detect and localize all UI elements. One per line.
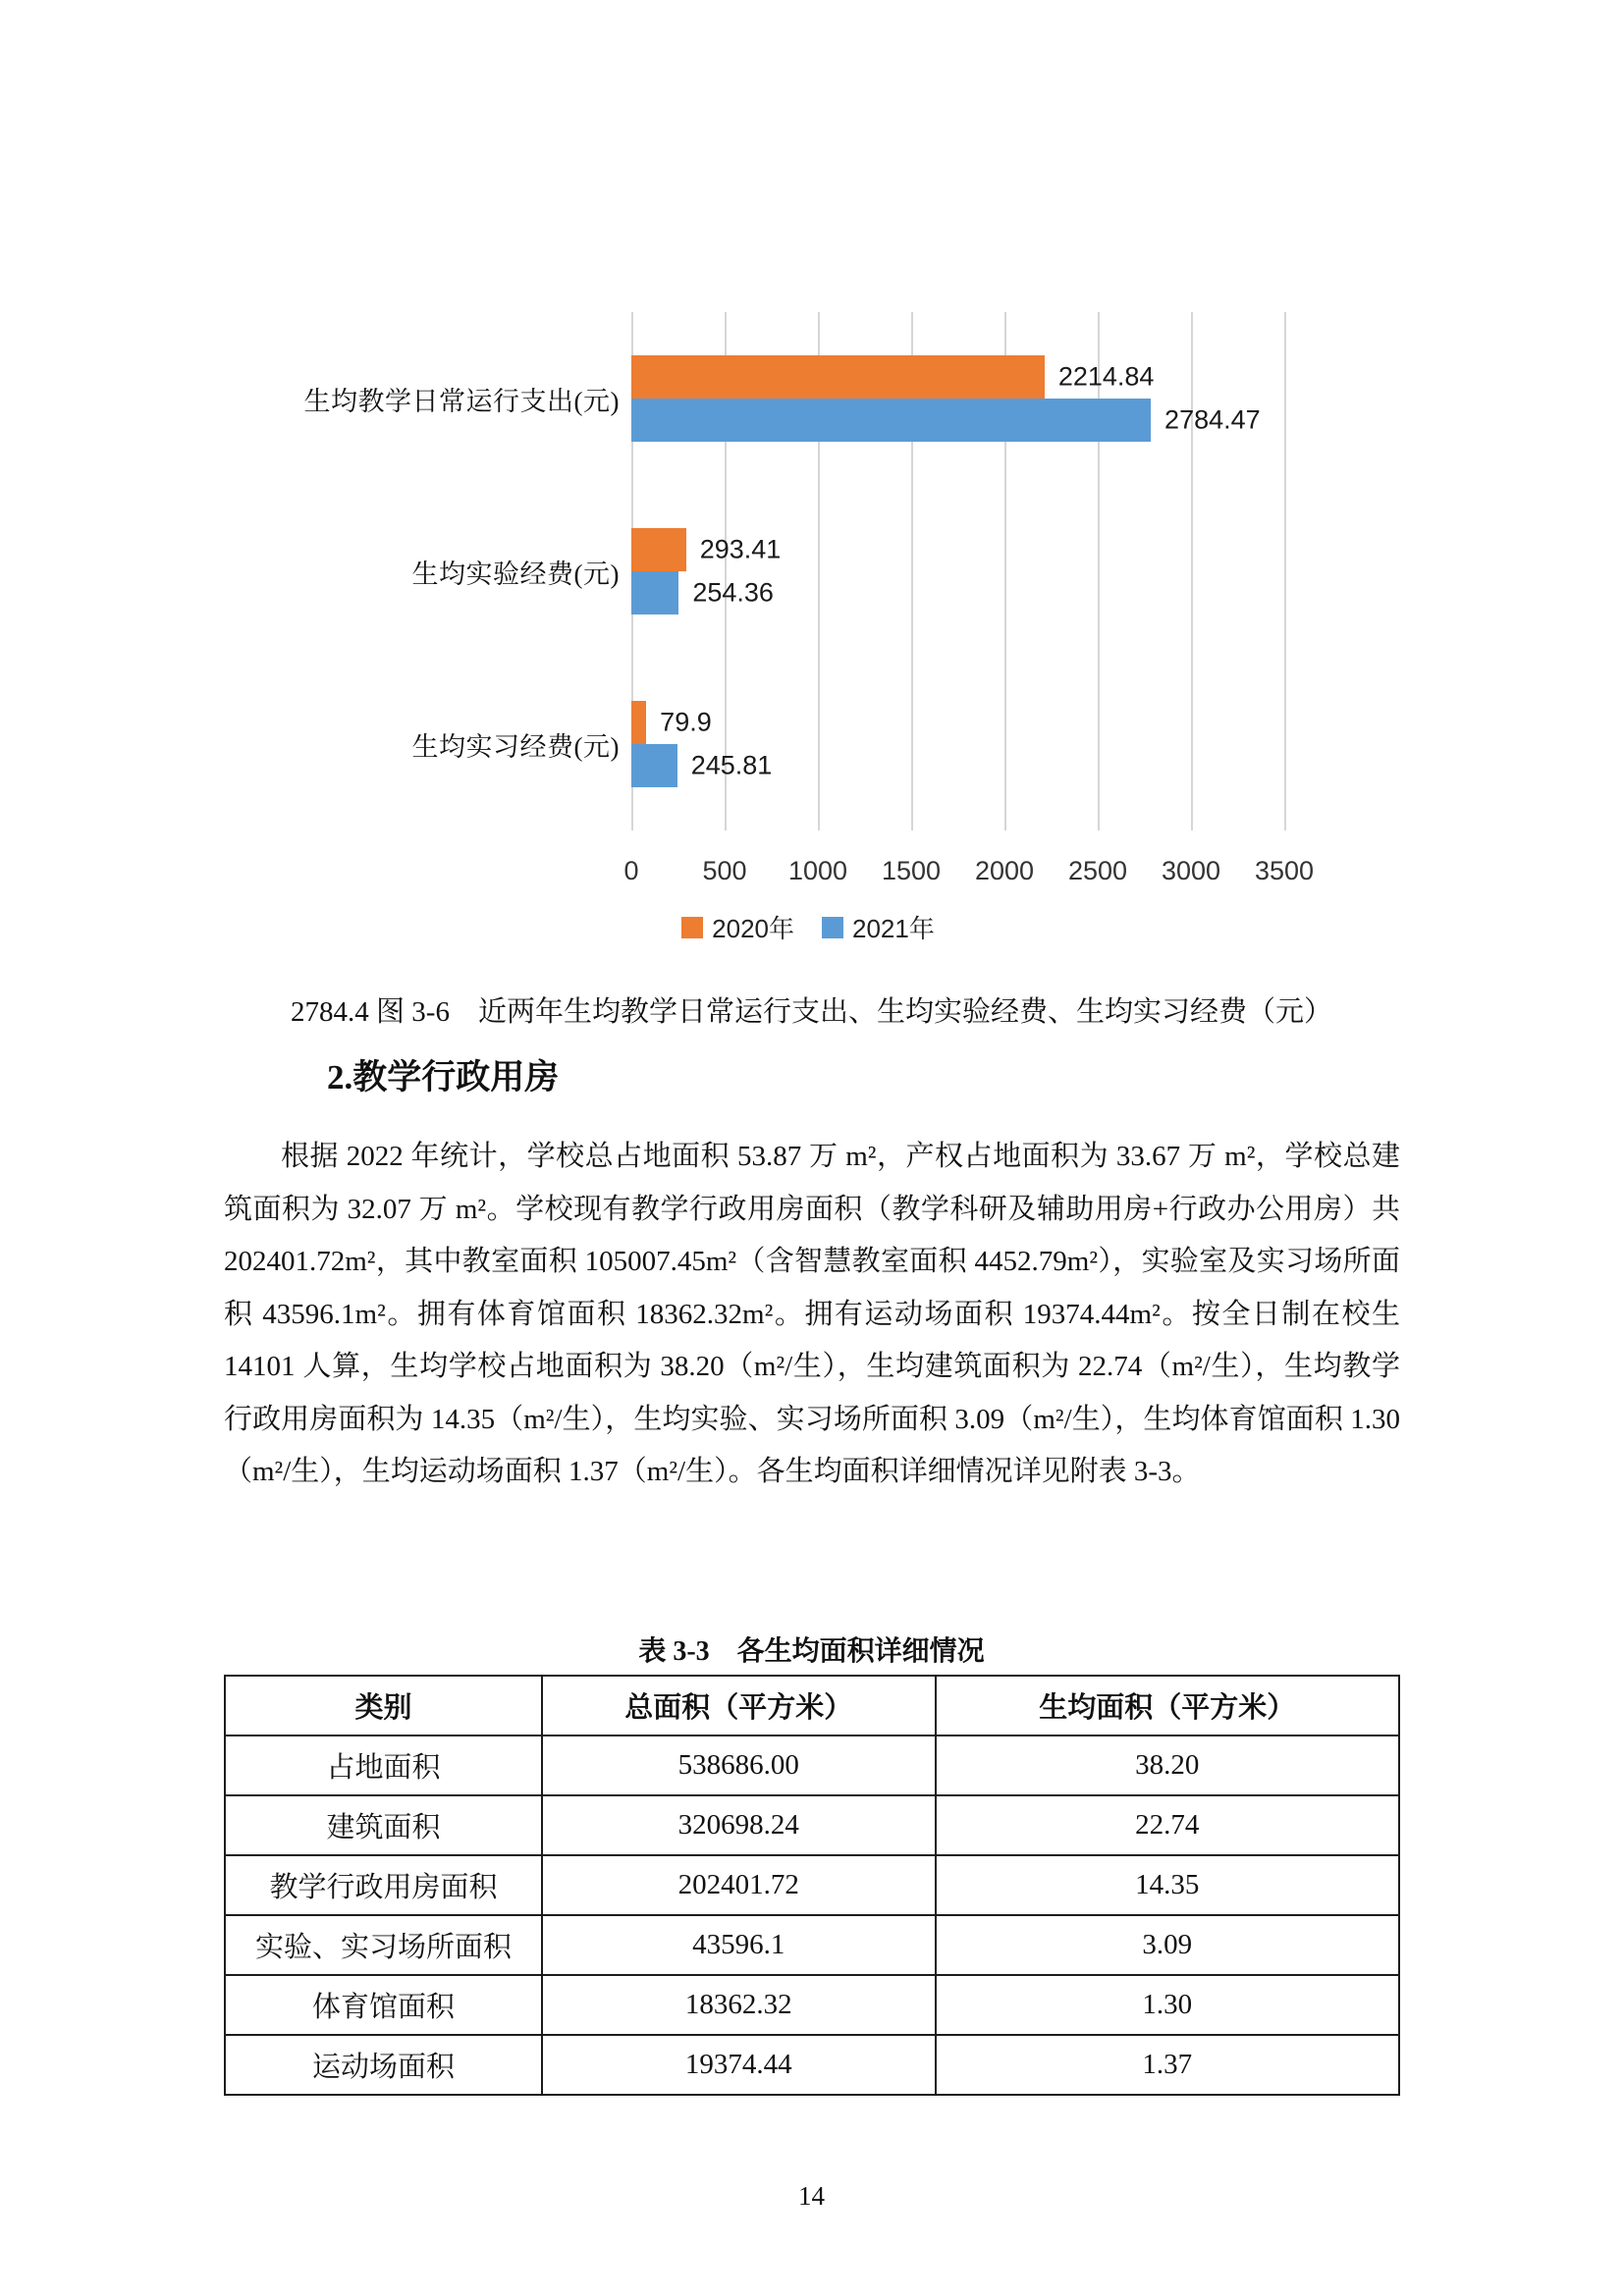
table-cell: 占地面积 — [225, 1735, 542, 1795]
table-row — [225, 1735, 1399, 1795]
x-tick-label: 2500 — [1067, 856, 1128, 885]
category-bars — [631, 355, 1284, 442]
page-number: 14 — [798, 2181, 825, 2211]
table-cell: 教学行政用房面积 — [225, 1855, 542, 1915]
chart-plot-area — [224, 312, 1392, 830]
legend-item — [822, 909, 935, 945]
table-cell: 43596.1 — [542, 1915, 936, 1975]
table-row — [225, 1795, 1399, 1855]
bar-track — [631, 528, 1284, 571]
table-cell: 实验、实习场所面积 — [225, 1915, 542, 1975]
area-table — [224, 1675, 1400, 2096]
table-cell: 202401.72 — [542, 1855, 936, 1915]
table-cell: 18362.32 — [542, 1975, 936, 2035]
chart-bar-2021年 — [631, 571, 678, 614]
table-cell: 3.09 — [936, 1915, 1399, 1975]
legend-item — [681, 909, 794, 945]
x-tick-label: 2000 — [974, 856, 1035, 885]
legend-label: 2020年 — [712, 914, 794, 943]
legend-swatch-icon — [822, 917, 843, 938]
table-cell: 体育馆面积 — [225, 1975, 542, 2035]
bar-value-label: 245.81 — [690, 750, 773, 780]
chart-x-axis — [623, 830, 1315, 885]
x-tick-label: 500 — [702, 856, 747, 885]
table-header-row — [225, 1676, 1399, 1735]
x-tick-label: 0 — [623, 856, 639, 885]
bar-track — [631, 701, 1284, 744]
bar-track — [631, 355, 1284, 399]
table-cell: 14.35 — [936, 1855, 1399, 1915]
category-bars — [631, 528, 1284, 614]
table-row — [225, 1975, 1399, 2035]
table-cell: 19374.44 — [542, 2035, 936, 2095]
table-cell: 538686.00 — [542, 1735, 936, 1795]
figure-caption: 2784.4 图 3-6 近两年生均教学日常运行支出、生均实验经费、生均实习经费（元） — [291, 996, 1332, 1028]
bar-value-label: 2784.47 — [1164, 404, 1261, 435]
chart-bar-2020年 — [631, 528, 686, 571]
chart-bar-2020年 — [631, 355, 1045, 399]
bar-value-label: 2214.84 — [1057, 361, 1155, 392]
chart-bar-2020年 — [631, 701, 646, 744]
chart-category-row — [224, 658, 1392, 830]
chart-legend — [224, 909, 1392, 945]
bar-track — [631, 399, 1284, 442]
x-tick-label: 1500 — [881, 856, 942, 885]
table-cell: 22.74 — [936, 1795, 1399, 1855]
table-cell: 320698.24 — [542, 1795, 936, 1855]
body-paragraph: 根据 2022 年统计，学校总占地面积 53.87 万 m²，产权占地面积为 33.67 万 m²，学校总建筑面积为 32.07 万 m²。学校现有教学行政用房面积（教学科研及辅助用房+行政办公用房）共 202401.72m²，其中教室面积 105007.45m²（含智慧教室面积 4452.79m²），实验室及实习场所面积 43596.1m²。拥有体育馆面积 18362.32m²。拥有运动场面积 19374.44m²。按全日制在校生 14101 人算，生均学校占地面积为 38.20（m²/生），生均建筑面积为 22.74（m²/生），生均教学行政用房面积为 14.35（m²/生），生均实验、实习场所面积 3.09（m²/生），生均体育馆面积 1.30（m²/生），生均运动场面积 1.37（m²/生）。各生均面积详细情况详见附表 3-3。 — [224, 1141, 1400, 1487]
bar-track — [631, 571, 1284, 614]
category-bars — [631, 701, 1284, 787]
x-tick-label: 1000 — [787, 856, 848, 885]
table-header-cell: 总面积（平方米） — [542, 1676, 936, 1735]
table-row — [225, 1915, 1399, 1975]
x-tick-label: 3500 — [1254, 856, 1315, 885]
table-title: 表 3-3 各生均面积详细情况 — [638, 1636, 985, 1667]
table-header-cell: 生均面积（平方米） — [936, 1676, 1399, 1735]
legend-label: 2021年 — [852, 914, 935, 943]
chart-category-row — [224, 485, 1392, 658]
chart-bar-2021年 — [631, 399, 1151, 442]
table-header-cell: 类别 — [225, 1676, 542, 1735]
x-tick-label: 3000 — [1161, 856, 1221, 885]
category-label: 生均实验经费(元) — [411, 559, 620, 589]
category-label: 生均教学日常运行支出(元) — [303, 386, 620, 416]
table-row — [225, 2035, 1399, 2095]
table-cell: 1.37 — [936, 2035, 1399, 2095]
section-heading: 2.教学行政用房 — [327, 1058, 560, 1096]
bar-value-label: 254.36 — [692, 577, 774, 608]
table-cell: 建筑面积 — [225, 1795, 542, 1855]
table-cell: 运动场面积 — [225, 2035, 542, 2095]
bar-value-label: 293.41 — [699, 534, 782, 564]
chart-bar-2021年 — [631, 744, 677, 787]
legend-swatch-icon — [681, 917, 703, 938]
table-cell: 38.20 — [936, 1735, 1399, 1795]
grouped-bar-chart — [224, 312, 1392, 945]
bar-value-label: 79.9 — [660, 707, 712, 737]
table-cell: 1.30 — [936, 1975, 1399, 2035]
bar-track — [631, 744, 1284, 787]
chart-category-row — [224, 312, 1392, 485]
category-label: 生均实习经费(元) — [411, 731, 620, 762]
table-row — [225, 1855, 1399, 1915]
